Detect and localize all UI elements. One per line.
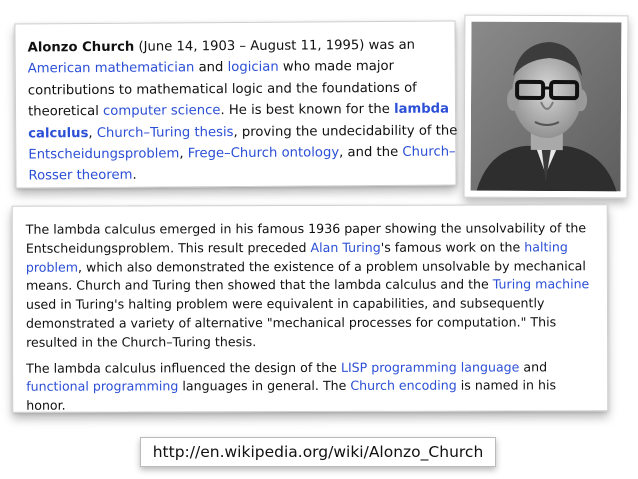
link-church-rosser-theorem[interactable]: Church–Rosser theorem — [28, 144, 456, 184]
link-american-mathematician[interactable]: American mathematician — [27, 60, 195, 77]
portrait-photo-icon — [471, 22, 622, 192]
intro-paragraph: Alonzo Church (June 14, 1903 – August 11, 1995) was an American mathematician and logician who made major contributions to mathematical logic and the foundations of theoretical computer science. He is best known for the lambda calculus, Church–Turing thesis, proving the undecidability of the Entscheidungsproblem, Frege–Church ontology, and the Church–Rosser theorem. — [27, 37, 458, 184]
link-lisp[interactable]: LISP programming language — [340, 359, 520, 375]
link-church-encoding[interactable]: Church encoding — [350, 377, 457, 394]
paragraph-lambda-calculus: The lambda calculus emerged in his famous 1936 paper showing the unsolvability of the Entscheidungsproblem. This result preceded Alan Turing's famous work on the halting problem, which also demonstrated the existence of a problem unsolvable by mechanical means. Church and Turing then showed that the lambda calculus and the Turing machine used in Turing's halting problem were equivalent in capabilities, and subsequently demonstrated a variety of alternative "mechanical processes for computation." This resulted in the Church–Turing thesis. — [25, 220, 590, 350]
portrait-photo — [464, 15, 629, 199]
link-alan-turing[interactable]: Alan Turing — [310, 239, 381, 255]
paragraph-influence: The lambda calculus influenced the design of the LISP programming language and functional programming languages in general. The Church encoding is named in his honor. — [26, 358, 557, 413]
link-functional-programming[interactable]: functional programming — [26, 378, 179, 395]
link-church-turing-thesis[interactable]: Church–Turing thesis — [96, 124, 234, 141]
link-lambda-calculus[interactable]: lambda calculus — [28, 101, 450, 142]
link-frege-church-ontology[interactable]: Frege–Church ontology — [187, 145, 340, 162]
link-computer-science[interactable]: computer science — [102, 103, 221, 120]
person-name: Alonzo Church — [27, 39, 135, 56]
link-logician[interactable]: logician — [227, 60, 279, 76]
link-halting-problem[interactable]: halting problem — [25, 239, 568, 275]
source-url[interactable]: http://en.wikipedia.org/wiki/Alonzo_Church — [140, 437, 496, 467]
intro-card — [14, 20, 456, 188]
link-turing-machine[interactable]: Turing machine — [492, 276, 590, 292]
body-card — [12, 204, 609, 413]
link-entscheidungsproblem[interactable]: Entscheidungsproblem — [28, 146, 180, 163]
